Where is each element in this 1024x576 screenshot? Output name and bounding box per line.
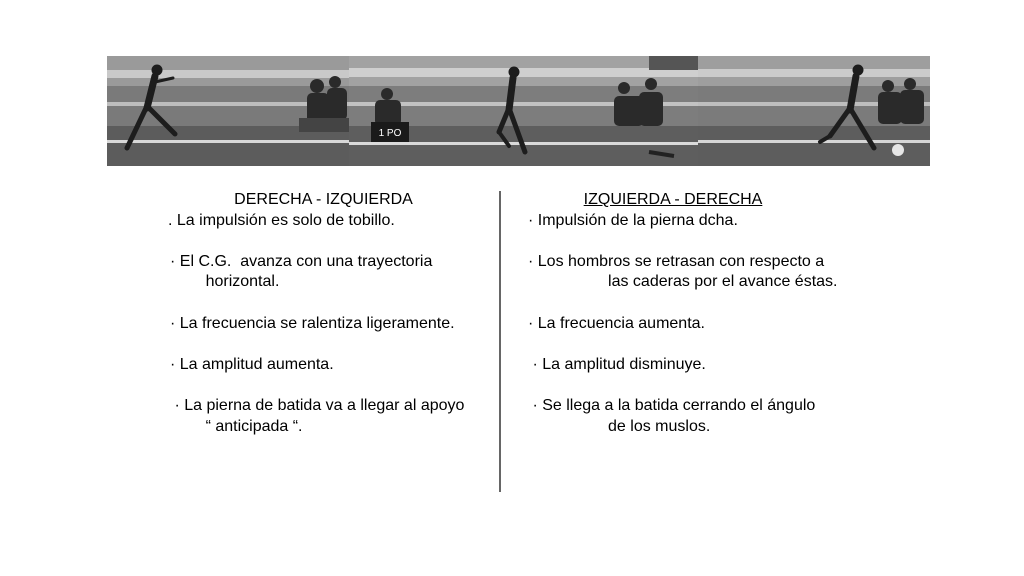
right-column xyxy=(528,190,888,437)
right-line-3: · Los hombros se retrasan con respecto a xyxy=(528,252,825,270)
right-line-10: · Se llega a la batida cerrando el ángulo xyxy=(528,396,816,414)
right-line-8: · La amplitud disminuye. xyxy=(528,355,706,373)
right-heading xyxy=(528,190,888,211)
right-heading-text: IZQUIERDA - DERECHA xyxy=(583,191,763,208)
left-column xyxy=(170,190,495,437)
photo-frame-3 xyxy=(698,56,930,166)
left-line-1: . La impulsión es solo de tobillo. xyxy=(168,211,395,229)
right-line-9 xyxy=(528,375,888,396)
right-line-11: de los muslos. xyxy=(528,417,711,435)
left-line-7 xyxy=(170,334,495,355)
right-line-7 xyxy=(528,334,888,355)
left-line-8: · La amplitud aumenta. xyxy=(170,355,334,373)
column-divider xyxy=(499,191,501,492)
right-line-1: · Impulsión de la pierna dcha. xyxy=(528,211,738,229)
left-line-5 xyxy=(170,293,495,314)
left-heading: DERECHA - IZQUIERDA xyxy=(234,191,413,208)
left-line-2 xyxy=(170,231,495,252)
right-line-5 xyxy=(528,293,888,314)
sign-text: 1 PO xyxy=(378,128,402,139)
right-line-2 xyxy=(528,231,888,252)
left-line-4: horizontal. xyxy=(170,273,280,291)
photo-frame-1 xyxy=(107,56,349,166)
photo-frame-2 xyxy=(349,56,698,166)
left-line-9 xyxy=(170,375,495,396)
right-line-6: · La frecuencia aumenta. xyxy=(528,314,705,332)
athlete-photo-sequence xyxy=(107,56,930,166)
left-line-3: · El C.G. avanza con una trayectoria xyxy=(170,252,433,270)
left-line-10: · La pierna de batida va a llegar al apoyo xyxy=(170,396,465,414)
left-line-6: · La frecuencia se ralentiza ligeramente. xyxy=(170,314,455,332)
left-line-11: “ anticipada “. xyxy=(170,417,303,435)
right-line-4: las caderas por el avance éstas. xyxy=(528,273,838,291)
